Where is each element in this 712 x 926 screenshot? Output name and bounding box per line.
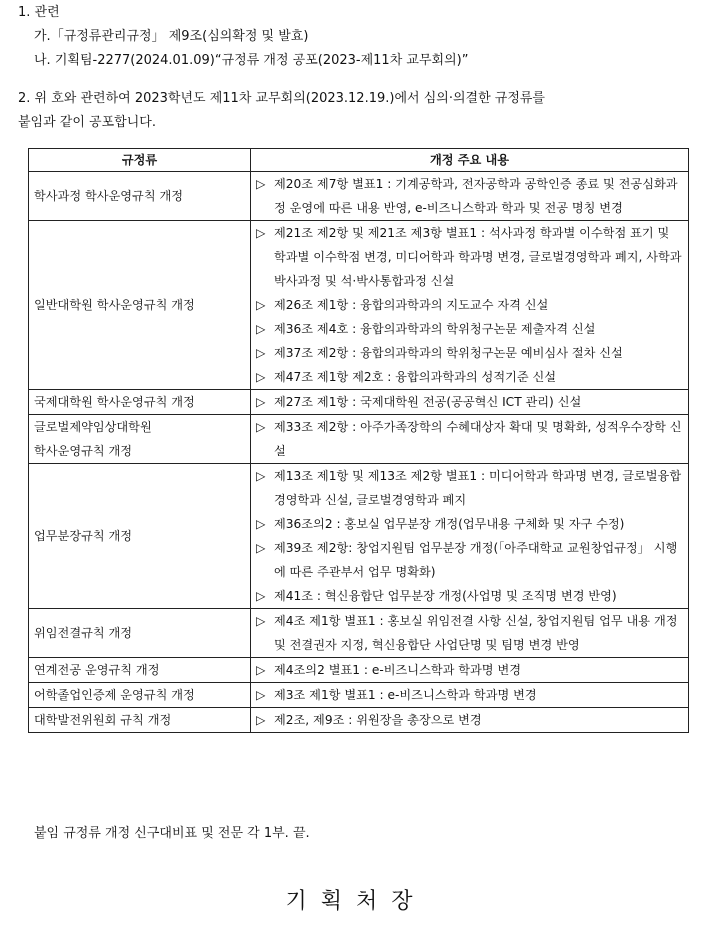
section-1-number: 1. — [18, 5, 31, 20]
table-row — [29, 658, 689, 683]
triangle-marker-icon: ▷ — [256, 177, 266, 191]
change-item — [256, 512, 683, 536]
table-row — [29, 708, 689, 733]
change-item — [256, 365, 683, 389]
change-list — [251, 708, 689, 733]
change-text: 제39조 제2항: 창업지원팀 업무분장 개정(「아주대학교 교원창업규정」 시행에 따른 주관부서 업무 명확화) — [274, 541, 678, 579]
triangle-marker-icon: ▷ — [256, 469, 266, 483]
change-list — [251, 221, 689, 390]
change-item — [256, 683, 683, 707]
change-text: 제33조 제2항 : 아주가족장학의 수혜대상자 확대 및 명확화, 성적우수장학 신설 — [274, 420, 682, 458]
change-item — [256, 708, 683, 732]
table-row — [29, 172, 689, 221]
table-row — [29, 415, 689, 464]
change-item — [256, 172, 683, 220]
triangle-marker-icon: ▷ — [256, 298, 266, 312]
change-text: 제36조 제4호 : 융합의과학과의 학위청구논문 제출자격 신설 — [274, 322, 596, 336]
change-list — [251, 390, 689, 415]
change-item — [256, 464, 683, 512]
triangle-marker-icon: ▷ — [256, 663, 266, 677]
change-text: 제20조 제7항 별표1 : 기계공학과, 전자공학과 공학인증 종료 및 전공심화과정 운영에 따른 내용 반영, e-비즈니스학과 학과 및 전공 명칭 변경 — [274, 177, 678, 215]
change-text: 제4조 제1항 별표1 : 홍보실 위임전결 사항 신설, 창업지원팀 업무 내용 개정 및 전결권자 지정, 혁신융합단 사업단명 및 팀명 변경 반영 — [274, 614, 678, 652]
regulation-name: 위임전결규칙 개정 — [29, 609, 251, 658]
triangle-marker-icon: ▷ — [256, 541, 266, 555]
change-list — [251, 658, 689, 683]
triangle-marker-icon: ▷ — [256, 346, 266, 360]
regulation-name: 일반대학원 학사운영규칙 개정 — [29, 221, 251, 390]
section-1-label: 관련 — [34, 5, 60, 20]
change-list — [251, 609, 689, 658]
triangle-marker-icon: ▷ — [256, 517, 266, 531]
change-item — [256, 221, 683, 293]
section-2-line-1: 2. 위 호와 관련하여 2023학년도 제11차 교무회의(2023.12.19.)에서 심의·의결한 규정류를 — [18, 91, 545, 106]
change-text: 제36조의2 : 홍보실 업무분장 개정(업무내용 구체화 및 자구 수정) — [274, 517, 625, 531]
change-item — [256, 584, 683, 608]
table-row — [29, 609, 689, 658]
regulation-name: 연계전공 운영규칙 개정 — [29, 658, 251, 683]
attachment-note: 붙임 규정류 개정 신구대비표 및 전문 각 1부. 끝. — [34, 826, 310, 841]
change-text: 제3조 제1항 별표1 : e-비즈니스학과 학과명 변경 — [274, 688, 537, 702]
change-text: 제27조 제1항 : 국제대학원 전공(공공혁신 ICT 관리) 신설 — [274, 395, 582, 409]
triangle-marker-icon: ▷ — [256, 395, 266, 409]
change-text: 제41조 : 혁신융합단 업무분장 개정(사업명 및 조직명 변경 반영) — [274, 589, 617, 603]
header-regulation: 규정류 — [29, 149, 251, 172]
change-list — [251, 172, 689, 221]
change-text: 제47조 제1항 제2호 : 융합의과학과의 성적기준 신설 — [274, 370, 557, 384]
change-list — [251, 415, 689, 464]
change-item — [256, 658, 683, 682]
table-row — [29, 683, 689, 708]
triangle-marker-icon: ▷ — [256, 614, 266, 628]
regulation-name: 학사과정 학사운영규칙 개정 — [29, 172, 251, 221]
triangle-marker-icon: ▷ — [256, 420, 266, 434]
change-list — [251, 464, 689, 609]
header-main-changes: 개정 주요 내용 — [251, 149, 689, 172]
table-header-row — [29, 149, 689, 172]
table-row — [29, 390, 689, 415]
triangle-marker-icon: ▷ — [256, 713, 266, 727]
section-2-line-2: 붙임과 같이 공포합니다. — [18, 115, 156, 130]
change-text: 제26조 제1항 : 융합의과학과의 지도교수 자격 신설 — [274, 298, 549, 312]
change-text: 제4조의2 별표1 : e-비즈니스학과 학과명 변경 — [274, 663, 522, 677]
triangle-marker-icon: ▷ — [256, 688, 266, 702]
triangle-marker-icon: ▷ — [256, 370, 266, 384]
table-row — [29, 221, 689, 390]
triangle-marker-icon: ▷ — [256, 226, 266, 240]
change-item — [256, 317, 683, 341]
change-list — [251, 683, 689, 708]
change-text: 제2조, 제9조 : 위원장을 총장으로 변경 — [274, 713, 482, 727]
change-text: 제37조 제2항 : 융합의과학과의 학위청구논문 예비심사 절차 신설 — [274, 346, 623, 360]
regulation-name: 어학졸업인증제 운영규칙 개정 — [29, 683, 251, 708]
change-item — [256, 415, 683, 463]
change-item — [256, 293, 683, 317]
regulation-name: 업무분장규칙 개정 — [29, 464, 251, 609]
signer-title: 기획처장 — [285, 889, 427, 914]
change-item — [256, 341, 683, 365]
section-1-heading — [18, 4, 60, 22]
related-item-2: 나. 기획팀-2277(2024.01.09)“규정류 개정 공포(2023-제11차 교무회의)” — [34, 53, 469, 68]
triangle-marker-icon: ▷ — [256, 589, 266, 603]
change-text: 제21조 제2항 및 제21조 제3항 별표1 : 석사과정 학과별 이수학점 표기 및 학과별 이수학점 변경, 미디어학과 학과명 변경, 글로벌경영학과 폐지, 사학과 박사과정 및 석·박사통합과정 신설 — [274, 226, 682, 288]
regulation-name: 글로벌제약임상대학원 학사운영규칙 개정 — [29, 415, 251, 464]
table-row — [29, 464, 689, 609]
change-item — [256, 609, 683, 657]
regulation-table — [28, 148, 689, 733]
change-text: 제13조 제1항 및 제13조 제2항 별표1 : 미디어학과 학과명 변경, 글로벌융합경영학과 신설, 글로벌경영학과 폐지 — [274, 469, 682, 507]
regulation-name: 국제대학원 학사운영규칙 개정 — [29, 390, 251, 415]
related-item-1: 가.「규정류관리규정」 제9조(심의확정 및 발효) — [34, 29, 309, 44]
change-item — [256, 536, 683, 584]
change-item — [256, 390, 683, 414]
regulation-name: 대학발전위원회 규칙 개정 — [29, 708, 251, 733]
triangle-marker-icon: ▷ — [256, 322, 266, 336]
